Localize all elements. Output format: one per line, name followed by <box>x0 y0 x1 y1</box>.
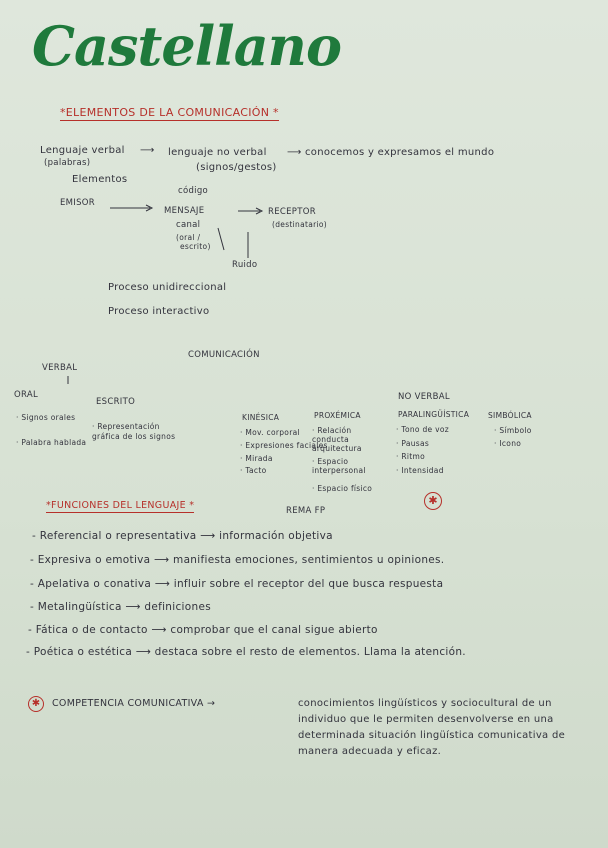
proxemica-item-2: · Espacio físico <box>312 484 373 493</box>
section-heading-elementos: *ELEMENTOS DE LA COMUNICACIÓN * <box>60 106 279 119</box>
diagram-kinesica: KINÉSICA <box>242 413 280 422</box>
function-item-1: - Expresiva o emotiva ⟶ manifiesta emociones, sentimientos u opiniones. <box>30 554 445 566</box>
elements-label: Elementos <box>72 174 128 185</box>
bullet-unidireccional: Proceso unidireccional <box>108 282 227 293</box>
diagram-root: COMUNICACIÓN <box>188 350 260 360</box>
nonverbal-language-sub: (signos/gestos) <box>196 162 277 173</box>
paralinguistica-item-0: · Tono de voz <box>396 425 450 434</box>
kinesica-item-2: · Mirada <box>240 454 273 463</box>
canal-sub-2: escrito) <box>180 242 211 251</box>
function-item-2: - Apelativa o conativa ⟶ influir sobre el receptor del que busca respuesta <box>30 578 444 590</box>
kinesica-item-0: · Mov. corporal <box>240 428 300 437</box>
competencia-definition: conocimientos lingüísticos y sociocultural de un individuo que le permiten desenvolverse en una determinada situación lingüística comunicativa de manera adecuada y eficaz. <box>298 698 566 757</box>
diagram-noverbal: NO VERBAL <box>398 392 450 402</box>
escrito-item-0: · Representación gráfica de los signos <box>92 422 176 441</box>
arrow-icon: ⟶ <box>287 147 302 158</box>
receptor-sub: (destinatario) <box>272 220 328 229</box>
diagram-proxemica: PROXÉMICA <box>314 411 361 420</box>
receptor-label: RECEPTOR <box>268 207 316 217</box>
function-item-0: - Referencial o representativa ⟶ información objetiva <box>32 530 333 542</box>
purpose-text: conocemos y expresamos el mundo <box>305 147 495 158</box>
canal-sub-1: (oral / <box>176 233 201 242</box>
page-title: Castellano <box>32 14 341 78</box>
diagram-oral: ORAL <box>14 390 39 400</box>
ruido-label: Ruido <box>232 260 258 270</box>
codigo-label: código <box>178 186 209 196</box>
function-item-4: - Fática o de contacto ⟶ comprobar que el canal sigue abierto <box>28 624 378 636</box>
proxemica-item-0: · Relación conducta arquitectura <box>312 426 362 453</box>
nonverbal-language-label: lenguaje no verbal <box>168 147 267 158</box>
competencia-term: COMPETENCIA COMUNICATIVA → <box>52 698 216 709</box>
paralinguistica-item-1: · Pausas <box>396 439 430 448</box>
verbal-language-label: Lenguaje verbal <box>40 145 125 156</box>
diagram-escrito: ESCRITO <box>96 397 136 407</box>
oral-item-0: · Signos orales <box>16 413 76 422</box>
oral-item-1: · Palabra hablada <box>16 438 87 447</box>
function-item-5: - Poética o estética ⟶ destaca sobre el resto de elementos. Llama la atención. <box>26 646 466 658</box>
canal-label: canal <box>176 220 201 230</box>
star-circle-icon: ✱ <box>28 696 44 712</box>
proxemica-item-1: · Espacio interpersonal <box>312 457 366 475</box>
star-circle-icon: ✱ <box>424 492 442 510</box>
paralinguistica-item-3: · Intensidad <box>396 466 444 475</box>
section-heading-funciones: *FUNCIONES DEL LENGUAJE * <box>46 500 195 511</box>
emisor-label: EMISOR <box>60 198 96 208</box>
diagram-paralinguistica: PARALINGÜÍSTICA <box>398 410 470 419</box>
rema-fp-tag: REMA FP <box>286 506 326 516</box>
verbal-language-sub: (palabras) <box>44 158 91 168</box>
arrow-icon: ⟶ <box>140 145 155 156</box>
bullet-interactivo: Proceso interactivo <box>108 306 210 317</box>
paralinguistica-item-2: · Ritmo <box>396 452 425 461</box>
mensaje-label: MENSAJE <box>164 206 205 216</box>
simbolica-item-1: · Icono <box>494 439 522 448</box>
diagram-simbolica: SIMBÓLICA <box>488 411 532 420</box>
diagram-verbal: VERBAL <box>42 363 78 373</box>
function-item-3: - Metalingüística ⟶ definiciones <box>30 601 211 613</box>
kinesica-item-3: · Tacto <box>240 466 267 475</box>
simbolica-item-0: · Símbolo <box>494 426 532 435</box>
kinesica-item-1: · Expresiones faciales <box>240 441 328 450</box>
